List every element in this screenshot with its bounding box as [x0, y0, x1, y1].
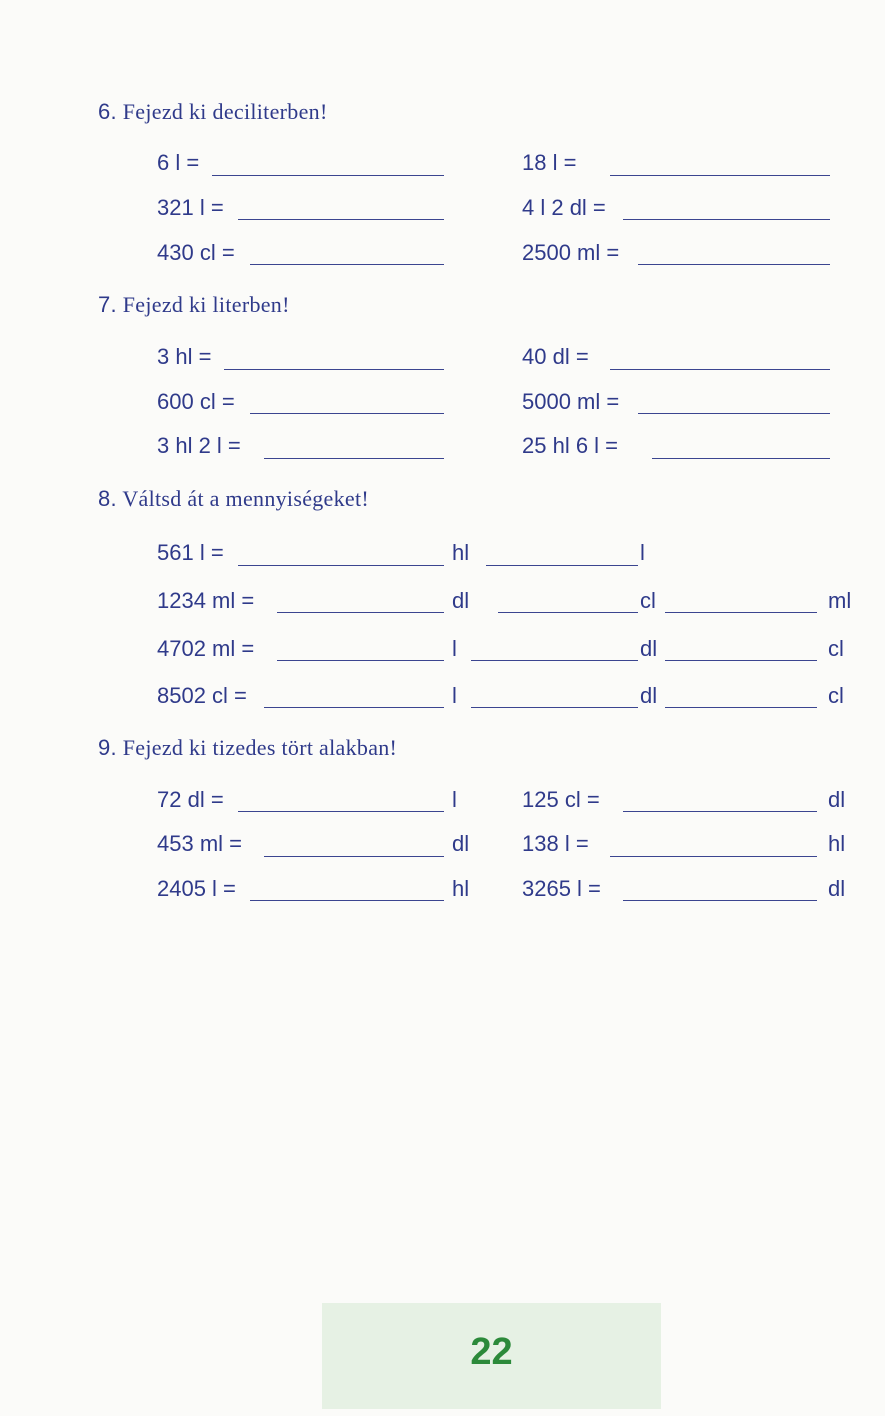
answer-line[interactable]	[610, 856, 817, 857]
section-8-title: 8. Váltsd át a mennyiségeket!	[98, 486, 370, 511]
unit-label: dl	[640, 683, 658, 708]
answer-line[interactable]	[665, 660, 817, 661]
exercise-7-6: 25 hl 6 l =	[522, 433, 619, 458]
unit-label: hl	[452, 876, 470, 901]
exercise-7-2: 40 dl =	[522, 344, 589, 369]
exercise-8-4: 8502 cl =	[157, 683, 247, 708]
exercise-9-4: 138 l =	[522, 831, 589, 856]
unit-label: l	[452, 787, 457, 812]
unit-label: dl	[452, 831, 470, 856]
answer-line[interactable]	[638, 264, 830, 265]
answer-line[interactable]	[224, 369, 444, 370]
unit-label: ml	[828, 588, 852, 613]
unit-label: hl	[452, 540, 470, 565]
exercise-8-1: 561 l =	[157, 540, 224, 565]
answer-line[interactable]	[238, 219, 444, 220]
unit-label: hl	[828, 831, 846, 856]
answer-line[interactable]	[277, 612, 444, 613]
answer-line[interactable]	[471, 707, 638, 708]
page-number-box	[322, 1303, 661, 1409]
answer-line[interactable]	[638, 413, 830, 414]
answer-line[interactable]	[264, 856, 444, 857]
answer-line[interactable]	[238, 565, 444, 566]
section-9-title: 9. Fejezd ki tizedes tört alakban!	[98, 735, 398, 760]
exercise-7-5: 3 hl 2 l =	[157, 433, 241, 458]
unit-label: l	[640, 540, 645, 565]
exercise-7-4: 5000 ml =	[522, 389, 620, 414]
section-6-title: 6. Fejezd ki deciliterben!	[98, 99, 328, 124]
unit-label: dl	[828, 787, 846, 812]
exercise-6-2: 18 l =	[522, 150, 577, 175]
answer-line[interactable]	[277, 660, 444, 661]
answer-line[interactable]	[264, 458, 444, 459]
answer-line[interactable]	[665, 707, 817, 708]
answer-line[interactable]	[652, 458, 830, 459]
unit-label: l	[452, 683, 457, 708]
exercise-9-5: 2405 l =	[157, 876, 236, 901]
answer-line[interactable]	[238, 811, 444, 812]
answer-line[interactable]	[665, 612, 817, 613]
exercise-9-2: 125 cl =	[522, 787, 600, 812]
answer-line[interactable]	[250, 264, 444, 265]
unit-label: dl	[452, 588, 470, 613]
section-7-title: 7. Fejezd ki literben!	[98, 292, 290, 317]
answer-line[interactable]	[471, 660, 638, 661]
answer-line[interactable]	[498, 612, 638, 613]
answer-line[interactable]	[623, 811, 817, 812]
answer-line[interactable]	[623, 219, 830, 220]
exercise-9-1: 72 dl =	[157, 787, 224, 812]
answer-line[interactable]	[212, 175, 444, 176]
unit-label: cl	[828, 683, 844, 708]
exercise-6-5: 430 cl =	[157, 240, 235, 265]
exercise-9-3: 453 ml =	[157, 831, 242, 856]
unit-label: dl	[828, 876, 846, 901]
exercise-6-3: 321 l =	[157, 195, 224, 220]
unit-label: l	[452, 636, 457, 661]
answer-line[interactable]	[264, 707, 444, 708]
page-number: 22	[470, 1331, 513, 1373]
answer-line[interactable]	[250, 413, 444, 414]
unit-label: cl	[828, 636, 844, 661]
exercise-8-2: 1234 ml =	[157, 588, 255, 613]
exercise-6-1: 6 l =	[157, 150, 200, 175]
exercise-8-3: 4702 ml =	[157, 636, 255, 661]
unit-label: cl	[640, 588, 656, 613]
unit-label: dl	[640, 636, 658, 661]
answer-line[interactable]	[623, 900, 817, 901]
exercise-9-6: 3265 l =	[522, 876, 601, 901]
exercise-6-6: 2500 ml =	[522, 240, 620, 265]
exercise-6-4: 4 l 2 dl =	[522, 195, 606, 220]
answer-line[interactable]	[250, 900, 444, 901]
answer-line[interactable]	[610, 369, 830, 370]
answer-line[interactable]	[610, 175, 830, 176]
answer-line[interactable]	[486, 565, 638, 566]
exercise-7-1: 3 hl =	[157, 344, 212, 369]
exercise-7-3: 600 cl =	[157, 389, 235, 414]
